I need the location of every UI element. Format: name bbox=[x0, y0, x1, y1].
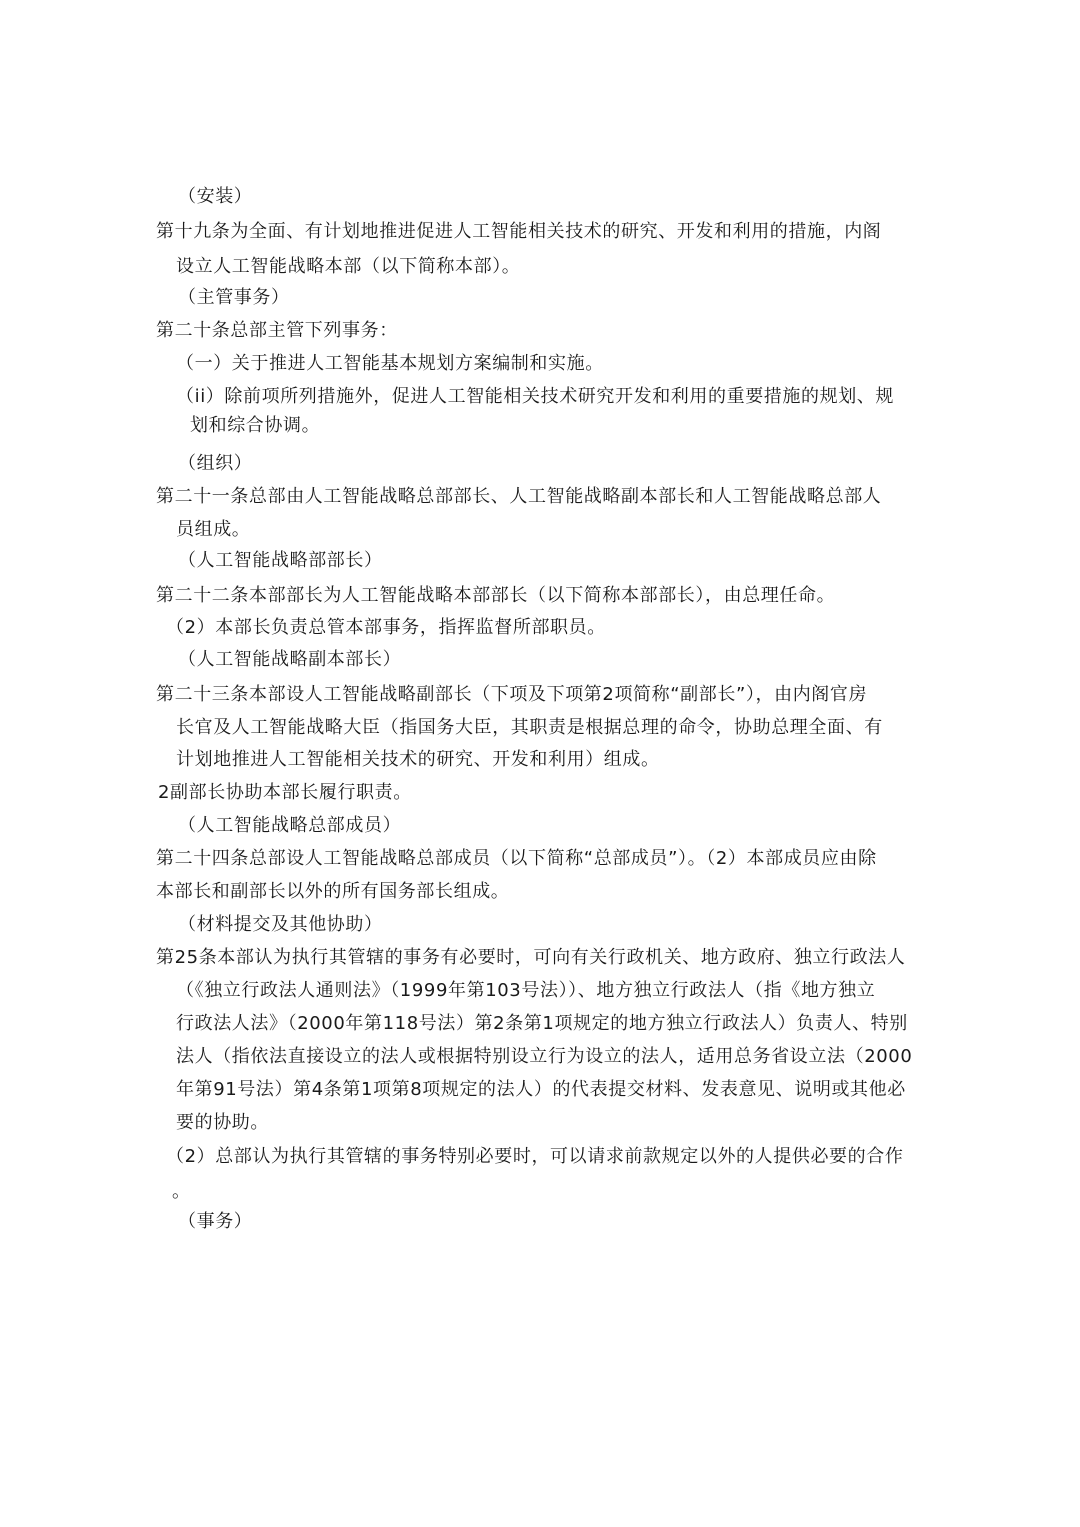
article-23-line-3: 计划地推进人工智能相关技术的研究、开发和利用）组成。 bbox=[176, 749, 660, 770]
article-19-line-1: 第十九条为全面、有计划地推进促进人工智能相关技术的研究、开发和利用的措施，内阁 bbox=[156, 221, 882, 242]
heading-installation: （安装） bbox=[178, 186, 253, 207]
article-25-line-6: 要的协助。 bbox=[176, 1112, 269, 1133]
article-20-item-2-line-1: （ii）除前项所列措施外，促进人工智能相关技术研究开发和利用的重要措施的规划、规 bbox=[176, 386, 894, 407]
article-25-para-2-line-1: （2）总部认为执行其管辖的事务特别必要时，可以请求前款规定以外的人提供必要的合作 bbox=[166, 1146, 904, 1167]
article-22-para-2: （2）本部长负责总管本部事务，指挥监督所部职员。 bbox=[166, 617, 606, 638]
article-22-line-1: 第二十二条本部部长为人工智能战略本部部长（以下简称本部部长），由总理任命。 bbox=[156, 585, 836, 606]
heading-materials-cooperation: （材料提交及其他协助） bbox=[178, 914, 383, 935]
article-23-para-2: 2副部长协助本部长履行职责。 bbox=[158, 782, 412, 803]
article-21-line-1: 第二十一条总部由人工智能战略总部部长、人工智能战略副本部长和人工智能战略总部人 bbox=[156, 486, 882, 507]
article-24-line-2: 本部长和副部长以外的所有国务部长组成。 bbox=[156, 881, 510, 902]
article-20-item-2-line-2: 划和综合协调。 bbox=[190, 415, 321, 436]
article-25-line-2: （《独立行政法人通则法》（1999年第103号法））、地方独立行政法人（指《地方独立 bbox=[176, 980, 876, 1001]
article-23-line-1: 第二十三条本部设人工智能战略副部长（下项及下项第2项简称“副部长”），由内阁官房 bbox=[156, 684, 868, 705]
article-25-line-3: 行政法人法》（2000年第118号法）第2条第1项规定的地方独立行政法人）负责人、特别 bbox=[176, 1013, 908, 1034]
article-20-item-1: （一）关于推进人工智能基本规划方案编制和实施。 bbox=[176, 353, 604, 374]
heading-headquarters-members: （人工智能战略总部成员） bbox=[178, 815, 402, 836]
article-19-line-2: 设立人工智能战略本部（以下简称本部）。 bbox=[176, 256, 521, 277]
article-25-line-5: 年第91号法）第4条第1项第8项规定的法人）的代表提交材料、发表意见、说明或其他必 bbox=[176, 1079, 906, 1100]
article-25-line-1: 第25条本部认为执行其管辖的事务有必要时，可向有关行政机关、地方政府、独立行政法人 bbox=[156, 947, 906, 968]
article-21-line-2: 员组成。 bbox=[176, 519, 251, 540]
article-25-para-2-line-2: 。 bbox=[172, 1181, 191, 1202]
heading-jurisdiction: （主管事务） bbox=[178, 287, 290, 308]
article-25-line-4: 法人（指依法直接设立的法人或根据特别设立行为设立的法人，适用总务省设立法（2000 bbox=[176, 1046, 913, 1067]
article-23-line-2: 长官及人工智能战略大臣（指国务大臣，其职责是根据总理的命令，协助总理全面、有 bbox=[176, 717, 883, 738]
heading-affairs: （事务） bbox=[178, 1211, 253, 1232]
heading-strategy-director: （人工智能战略部部长） bbox=[178, 550, 383, 571]
article-20-line-1: 第二十条总部主管下列事务： bbox=[156, 320, 398, 341]
heading-deputy-director: （人工智能战略副本部长） bbox=[178, 649, 402, 670]
heading-organization: （组织） bbox=[178, 453, 253, 474]
article-24-line-1: 第二十四条总部设人工智能战略总部成员（以下简称“总部成员”）。（2）本部成员应由除 bbox=[156, 848, 877, 869]
